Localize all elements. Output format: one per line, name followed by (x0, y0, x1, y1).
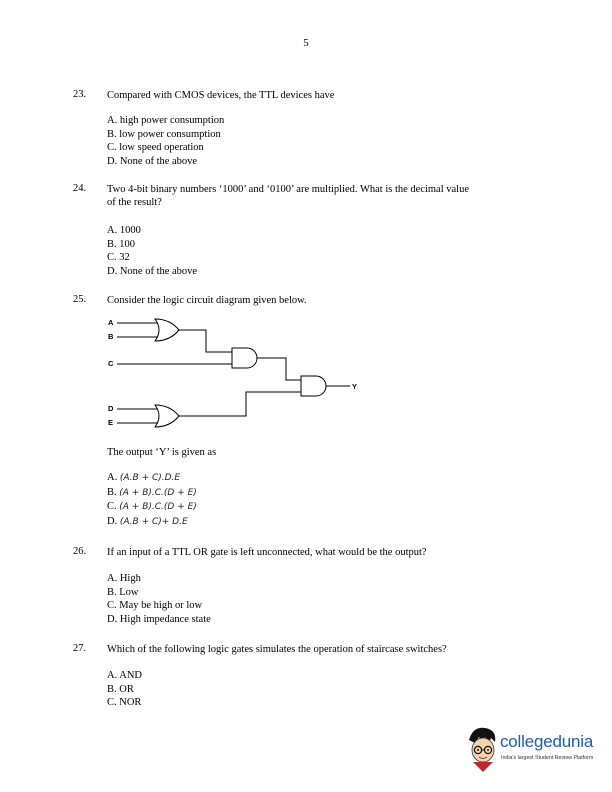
question-24-line-1: Two 4-bit binary numbers ‘1000’ and ‘0100’ are multiplied. What is the decimal value (107, 184, 469, 195)
label-e: E (108, 418, 114, 427)
question-25-output-prompt: The output ‘Y’ is given as (107, 447, 217, 458)
question-24-options (107, 224, 197, 279)
wire-and1-out (257, 358, 301, 380)
option-b: B. low power consumption (107, 128, 221, 140)
option-d: D. (A.B + C)+ D.E (107, 516, 188, 528)
option-a: A. AND (107, 670, 143, 681)
option-a: A. high power consumption (107, 115, 225, 126)
question-24-text (107, 183, 537, 209)
mascot-icon (463, 724, 503, 774)
logic-circuit-diagram (100, 312, 380, 432)
question-24-number: 24. (73, 183, 87, 194)
question-27-text: Which of the following logic gates simulates the operation of staircase switches? (107, 644, 447, 655)
brand-tagline: India's largest Student Review Platform (501, 755, 594, 761)
wire-or2-out (179, 392, 301, 416)
option-d: D. None of the above (107, 156, 198, 168)
label-a: A (108, 318, 114, 327)
question-26-text: If an input of a TTL OR gate is left unconnected, what would be the output? (107, 547, 427, 558)
question-26-options (107, 572, 211, 627)
option-c-expression: (A + B).C.(D + E) (119, 502, 197, 513)
label-c: C (108, 359, 114, 368)
option-b: B. (A + B).C.(D + E) (107, 486, 197, 498)
label-b: B (108, 332, 114, 341)
label-d: D (108, 404, 114, 413)
question-23-options (107, 114, 224, 169)
option-a: A. High (107, 573, 141, 584)
label-y: Y (352, 382, 358, 391)
question-27-number: 27. (73, 643, 87, 654)
page-number: 5 (303, 37, 309, 49)
or-gate-2 (155, 405, 179, 427)
or-gate-1 (155, 319, 179, 341)
option-a: A. (A.B + C).D.E (107, 472, 181, 483)
wire-or1-out (179, 330, 232, 352)
question-27-options (107, 669, 142, 710)
option-a-expression: (A.B + C).D.E (119, 473, 181, 483)
option-a: A. 1000 (107, 225, 141, 236)
option-b: B. Low (107, 586, 139, 598)
question-26-number: 26. (73, 546, 87, 557)
question-25-text: Consider the logic circuit diagram given below. (107, 295, 307, 306)
question-25-number: 25. (73, 294, 87, 305)
option-b-expression: (A + B).C.(D + E) (119, 487, 197, 498)
option-d-expression: (A.B + C)+ D.E (119, 517, 188, 528)
option-d: D. None of the above (107, 266, 198, 278)
option-d: D. High impedance state (107, 614, 211, 626)
option-c: C. (A + B).C.(D + E) (107, 501, 197, 513)
brand-name: collegedunia (500, 732, 594, 751)
option-c: C. May be high or low (107, 600, 203, 612)
question-23-number: 23. (73, 89, 87, 100)
question-25-options (107, 471, 197, 530)
question-24-line-2: of the result? (107, 197, 162, 208)
question-23-text: Compared with CMOS devices, the TTL devices have (107, 90, 335, 101)
option-c: C. low speed operation (107, 142, 204, 154)
and-gate-final (301, 376, 326, 396)
and-gate-1 (232, 348, 257, 368)
option-c: C. 32 (107, 252, 130, 264)
option-c: C. NOR (107, 697, 142, 709)
option-b: B. OR (107, 683, 134, 695)
brand-logo (463, 724, 603, 774)
option-b: B. 100 (107, 238, 136, 250)
